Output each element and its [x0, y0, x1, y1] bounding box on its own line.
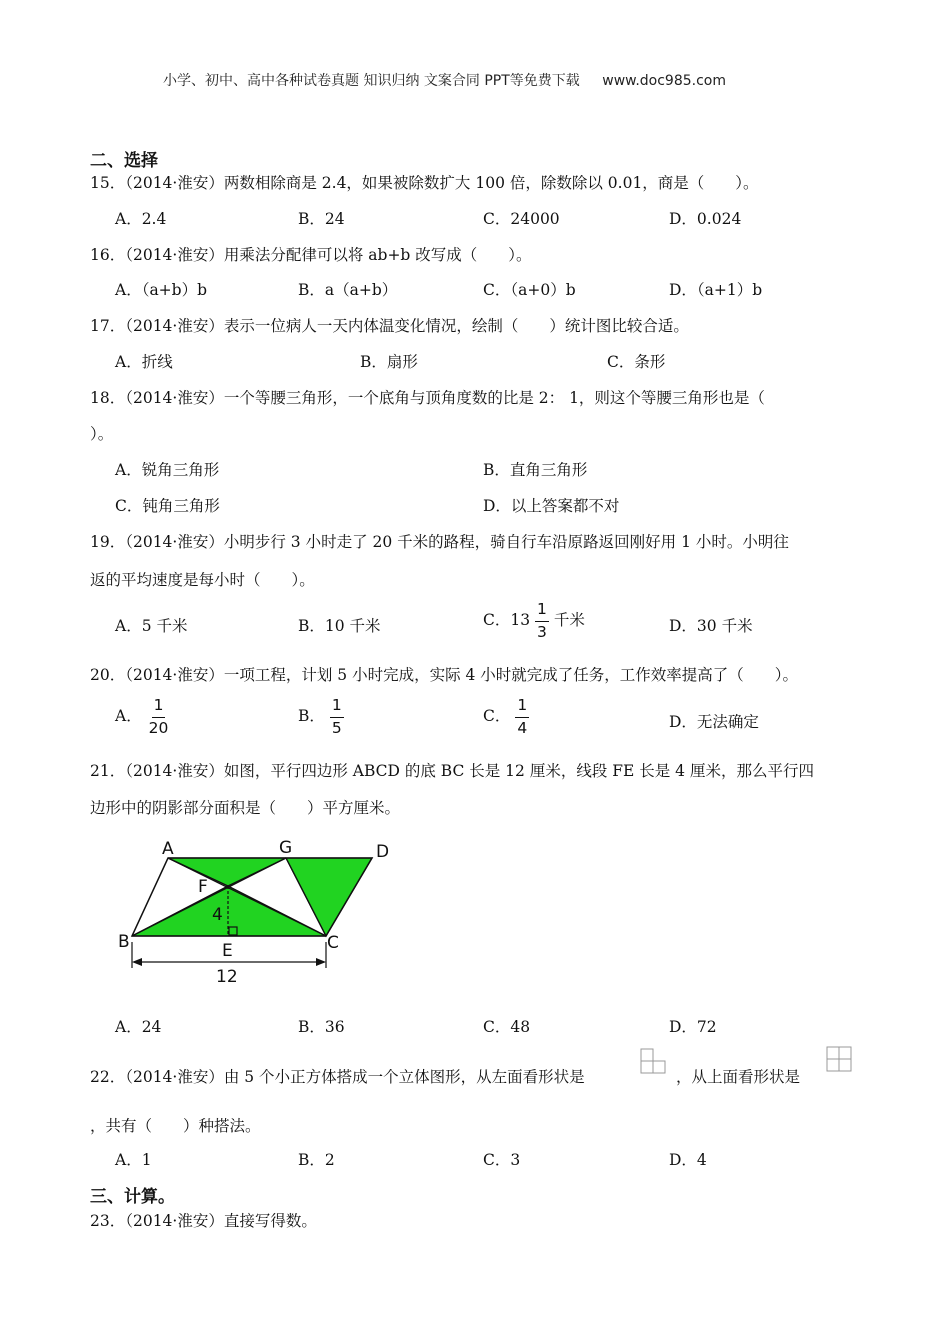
- q20-option-b-prefix: B．: [298, 707, 325, 725]
- label-g: G: [279, 838, 293, 858]
- q16-option-c: C．（a+0）b: [483, 281, 576, 299]
- q15-option-a: A．2.4: [115, 210, 167, 228]
- question-15: 15．（2014·淮安）两数相除商是 2.4，如果被除数扩大 100 倍，除数除以 0.01，商是（ ）。: [90, 174, 759, 192]
- q20-option-c-prefix: C．: [483, 707, 511, 725]
- q16-option-a: A．（a+b）b: [115, 281, 208, 299]
- question-16: 16．（2014·淮安）用乘法分配律可以将 ab+b 改写成（ ）。: [90, 246, 532, 264]
- q21-option-a: A．24: [115, 1018, 162, 1036]
- q20-option-b: [298, 698, 344, 736]
- question-23: 23．（2014·淮安）直接写得数。: [90, 1212, 317, 1230]
- question-19-line2: 返的平均速度是每小时（ ）。: [90, 571, 315, 589]
- header-text: 小学、初中、高中各种试卷真题 知识归纳 文案合同 PPT等免费下载: [163, 73, 580, 89]
- q17-option-a: A．折线: [115, 353, 173, 371]
- question-21-line2: 边形中的阴影部分面积是（ ）平方厘米。: [90, 799, 401, 817]
- question-21-line1: 21．（2014·淮安）如图，平行四边形 ABCD 的底 BC 长是 12 厘米，线段 FE 长是 4 厘米，那么平行四: [90, 762, 814, 780]
- q20-option-a: [115, 698, 170, 736]
- q18-option-c: C．钝角三角形: [115, 497, 220, 515]
- question-22-part1: 22．（2014·淮安）由 5 个小正方体搭成一个立体图形，从左面看形状是: [90, 1068, 585, 1086]
- q15-option-b: B．24: [298, 210, 345, 228]
- q20-option-d: D．无法确定: [669, 713, 759, 731]
- left-view-shape-icon: [640, 1048, 668, 1074]
- q19-option-d: D．30 千米: [669, 617, 753, 635]
- fraction-numerator: 1: [330, 698, 344, 718]
- fraction-denominator: 20: [148, 718, 169, 737]
- q15-option-c: C．24000: [483, 210, 560, 228]
- q20-option-a-fraction: [147, 698, 171, 736]
- fraction-denominator: 5: [331, 718, 342, 737]
- q16-option-d: D．（a+1）b: [669, 281, 763, 299]
- shaded-region-left: [168, 858, 286, 886]
- section-choice-title: 二、选择: [90, 151, 158, 171]
- fraction-denominator: 4: [517, 718, 528, 737]
- q22-option-b: B．2: [298, 1151, 335, 1169]
- label-b: B: [118, 932, 130, 952]
- q21-option-d: D．72: [669, 1018, 717, 1036]
- question-18-line2: ）。: [90, 425, 114, 443]
- q21-option-b: B．36: [298, 1018, 345, 1036]
- label-d: D: [376, 842, 390, 862]
- q18-option-a: A．锐角三角形: [115, 461, 220, 479]
- fraction-numerator: 1: [515, 698, 529, 718]
- q19-option-b: B．10 千米: [298, 617, 381, 635]
- question-20: 20．（2014·淮安）一项工程，计划 5 小时完成，实际 4 小时就完成了任务，工作效率提高了（ ）。: [90, 666, 799, 684]
- q19-option-c: [483, 602, 585, 640]
- label-a: A: [162, 839, 174, 859]
- q18-option-d: D．以上答案都不对: [483, 497, 620, 515]
- q19-option-c-prefix: C．13: [483, 611, 531, 629]
- top-view-shape-icon: [826, 1046, 854, 1074]
- fraction-numerator: 1: [152, 698, 166, 718]
- header-site[interactable]: www.doc985.com: [602, 73, 726, 89]
- q19-option-a: A．5 千米: [115, 617, 188, 635]
- dim-arrow-left: [132, 958, 142, 966]
- q19-option-c-fraction: [535, 602, 549, 640]
- question-17: 17．（2014·淮安）表示一位病人一天内体温变化情况，绘制（ ）统计图比较合适。: [90, 317, 689, 335]
- q22-option-a: A．1: [115, 1151, 152, 1169]
- q16-option-b: B．a（a+b）: [298, 281, 398, 299]
- question-22-line2: ，共有（ ）种搭法。: [90, 1117, 261, 1135]
- label-f: F: [198, 877, 208, 897]
- q20-option-a-prefix: A．: [115, 707, 142, 725]
- label-four: 4: [212, 905, 223, 925]
- q19-option-c-suffix: 千米: [553, 611, 585, 629]
- question-22-part2: ，从上面看形状是: [676, 1068, 801, 1086]
- q21-option-c: C．48: [483, 1018, 531, 1036]
- q20-option-c-fraction: [515, 698, 529, 736]
- question-19-line1: 19．（2014·淮安）小明步行 3 小时走了 20 千米的路程，骑自行车沿原路返回刚好用 1 小时。小明往: [90, 533, 789, 551]
- q17-option-b: B．扇形: [360, 353, 418, 371]
- label-e: E: [222, 941, 233, 961]
- dim-arrow-right: [316, 958, 326, 966]
- label-c: C: [327, 933, 339, 953]
- fraction-denominator: 3: [537, 622, 547, 641]
- label-length: 12: [216, 967, 238, 987]
- parallelogram-figure: [110, 832, 410, 992]
- q20-option-b-fraction: [330, 698, 344, 736]
- fraction-numerator: 1: [535, 602, 549, 622]
- q22-option-c: C．3: [483, 1151, 521, 1169]
- q22-option-d: D．4: [669, 1151, 707, 1169]
- q20-option-c: [483, 698, 529, 736]
- q17-option-c: C．条形: [607, 353, 666, 371]
- q15-option-d: D．0.024: [669, 210, 742, 228]
- section-calc-title: 三、计算。: [90, 1187, 175, 1207]
- question-18-line1: 18．（2014·淮安）一个等腰三角形，一个底角与顶角度数的比是 2： 1，则这个等腰三角形也是（: [90, 389, 765, 407]
- q18-option-b: B．直角三角形: [483, 461, 588, 479]
- page-header: [163, 70, 726, 90]
